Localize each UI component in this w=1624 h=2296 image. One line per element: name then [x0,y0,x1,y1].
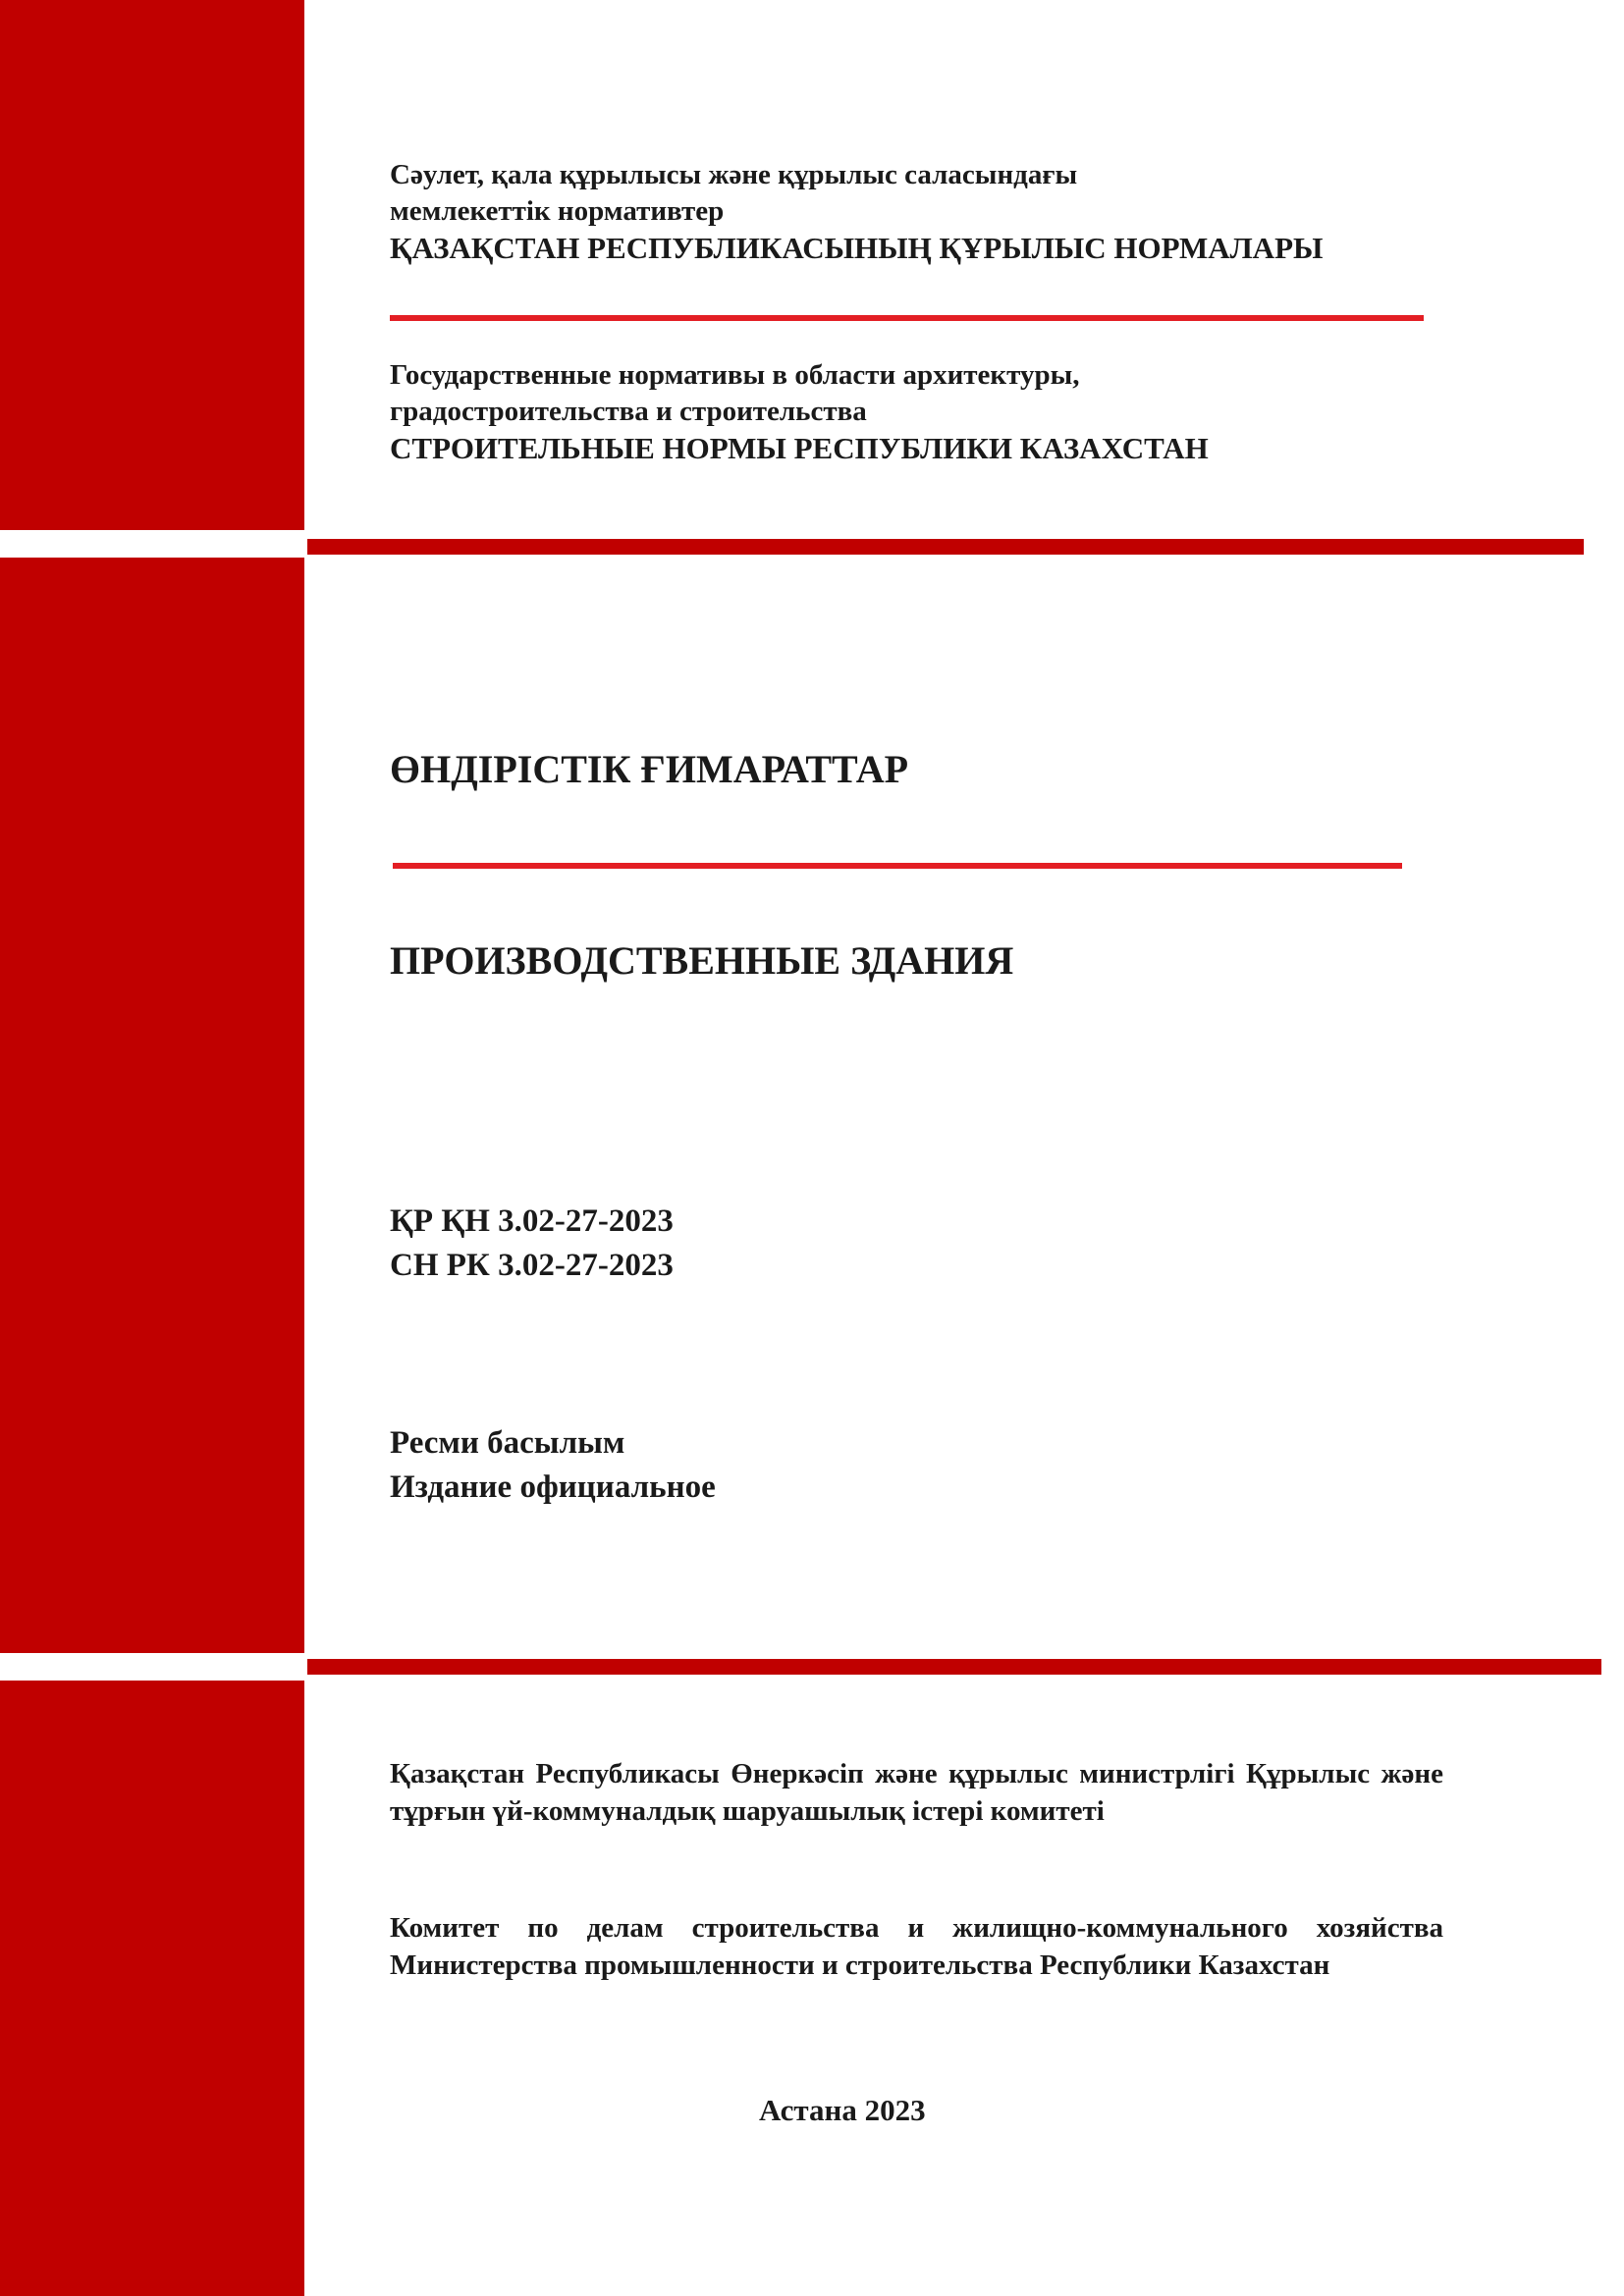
code-kz: ҚР ҚН 3.02-27-2023 [390,1203,674,1239]
header-kz-line3: ҚАЗАҚСТАН РЕСПУБЛИКАСЫНЫҢ ҚҰРЫЛЫС НОРМАЛАРЫ [390,231,1324,265]
red-bar-lower [307,1659,1601,1675]
city-year: Астана 2023 [759,2093,926,2127]
publisher-ru: Комитет по делам строительства и жилищно-коммунального хозяйства Министерства промышленности и строительства Республики Казахстан [390,1912,1443,1981]
header-ru [390,357,1209,466]
left-red-block-top [0,0,304,530]
code-ru: СН РК 3.02-27-2023 [390,1248,674,1283]
red-bar-upper [307,539,1584,555]
header-ru-line3: СТРОИТЕЛЬНЫЕ НОРМЫ РЕСПУБЛИКИ КАЗАХСТАН [390,431,1209,465]
left-red-block-bottom [0,1681,304,2296]
header-kz-line1: Сәулет, қала құрылысы және құрылыс саласындағы [390,159,1078,190]
divider-title [393,863,1402,869]
divider-header [390,315,1424,321]
header-ru-line1: Государственные нормативы в области архитектуры, [390,359,1080,391]
document-codes [390,1200,674,1288]
edition-kz: Ресми басылым [390,1425,625,1461]
header-kz [390,157,1323,266]
left-red-block-middle [0,558,304,1653]
edition-label [390,1421,716,1510]
publisher-kz: Қазақстан Республикасы Өнеркәсіп және құрылыс министрлігі Құрылыс және тұрғын үй-коммуналдық шаруашылық істері комитеті [390,1758,1443,1827]
header-ru-line2: градостроительства и строительства [390,396,867,427]
edition-ru: Издание официальное [390,1469,716,1505]
title-ru: ПРОИЗВОДСТВЕННЫЕ ЗДАНИЯ [390,938,1014,983]
title-kz: ӨНДІРІСТІК ҒИМАРАТТАР [390,747,909,791]
header-kz-line2: мемлекеттік нормативтер [390,195,725,227]
